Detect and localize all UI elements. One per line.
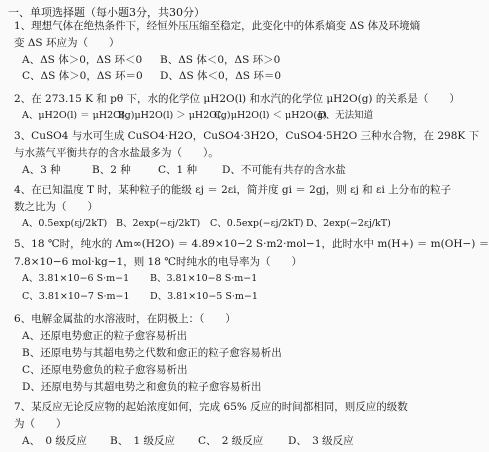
q1-stem-line-1: 1、理想气体在绝热条件下，经恒外压压缩至稳定，此变化中的体系熵变 ΔS 体及环境熵 [14,20,421,32]
q2-option-a: A、μH2O(l) ＝ μH2O(g) [22,110,135,121]
q5-option-d: D、3.81×10−5 S·m−1 [150,291,258,302]
q4-stem-line-2: 数之比为（ ） [14,201,98,213]
q3-option-a: A、3 种 [22,164,61,176]
q3-option-b: B、2 种 [92,164,131,176]
q5-option-a: A、3.81×10−6 S·m−1 [22,273,130,284]
q4-option-a: A、0.5exp(εj/2kT) [22,218,108,229]
q3-stem-line-1: 3、CuSO4 与水可生成 CuSO4·H2O，CuSO4·3H2O，CuSO4·5H2O 三种水合物，在 298K 下 [14,130,480,142]
q1-option-c: C、ΔS 体＞0，ΔS 环＝0 [22,70,143,82]
q7-option-b: B、 1 级反应 [110,435,175,447]
q2-option-b: B、μH2O(l) ＞ μH2O(g) [118,110,231,121]
q2-option-d: D、无法知道 [318,110,374,121]
q3-stem-line-2: 与水蒸气平衡共存的含水盐最多为（ ）。 [14,147,219,159]
q7-option-a: A、 0 级反应 [22,435,87,447]
q5-option-b: B、3.81×10−8 S·m−1 [150,273,258,284]
q5-stem-line-2: 7.8×10−6 mol·kg−1，则 18 ℃时纯水的电导率为（ ） [14,256,302,268]
q1-option-a: A、ΔS 体＞0，ΔS 环＜0 [22,54,143,66]
q1-option-b: B、ΔS 体＜0，ΔS 环＞0 [160,54,281,66]
q7-stem-line-1: 7、某反应无论反应物的起始浓度如何，完成 65% 反应的时间都相同，则反应的级数 [14,401,408,413]
q6-option-a: A、还原电势愈正的粒子愈容易析出 [22,330,188,342]
q2-stem-line-1: 2、在 273.15 K 和 pθ 下，水的化学位 μH2O(l) 和水汽的化学位 μH2O(g) 的关系是（ ） [14,93,460,105]
q7-option-d: D、 3 级反应 [288,435,354,447]
q1-stem-line-2: 变 ΔS 环应为（ ） [14,37,120,49]
q5-option-c: C、3.81×10−7 S·m−1 [22,291,130,302]
q7-option-c: C、 2 级反应 [198,435,264,447]
q7-stem-line-2: 为（ ） [14,418,67,430]
q6-option-b: B、还原电势与其超电势之代数和愈正的粒子愈容易析出 [22,347,282,359]
section-title: 一、单项选择题（每小题3分，共30分） [8,6,205,19]
q6-option-c: C、还原电势愈负的粒子愈容易析出 [22,364,188,376]
q2-option-c: C、μH2O(l) ＜ μH2O(g) [214,110,327,121]
q3-option-c: C、1 种 [158,164,198,176]
q4-option-c: C、0.5exp(−εj/2kT) [210,218,304,229]
q4-stem-line-1: 4、在已知温度 T 时，某种粒子的能级 εj ＝ 2εi，简并度 gi ＝ 2gj，则 εj 和 εi 上分布的粒子 [14,184,452,196]
q5-stem-line-1: 5、18 ℃时，纯水的 Λm∞(H2O) ＝ 4.89×10−2 S·m2·mol−1，此时水中 m(H+) ＝ m(OH−) ＝ [14,238,489,250]
q6-stem-line-1: 6、电解金属盐的水溶液时，在阴极上：（ ） [14,313,236,325]
q4-option-b: B、2exp(−εj/2kT) [116,218,201,229]
q6-option-d: D、还原电势与其超电势之和愈负的粒子愈容易析出 [22,381,262,393]
q4-option-d: D、2exp(−2εj/kT) [306,218,391,229]
q1-option-d: D、ΔS 体＜0，ΔS 环＝0 [160,70,282,82]
q3-option-d: D、不可能有共存的含水盐 [222,164,346,176]
